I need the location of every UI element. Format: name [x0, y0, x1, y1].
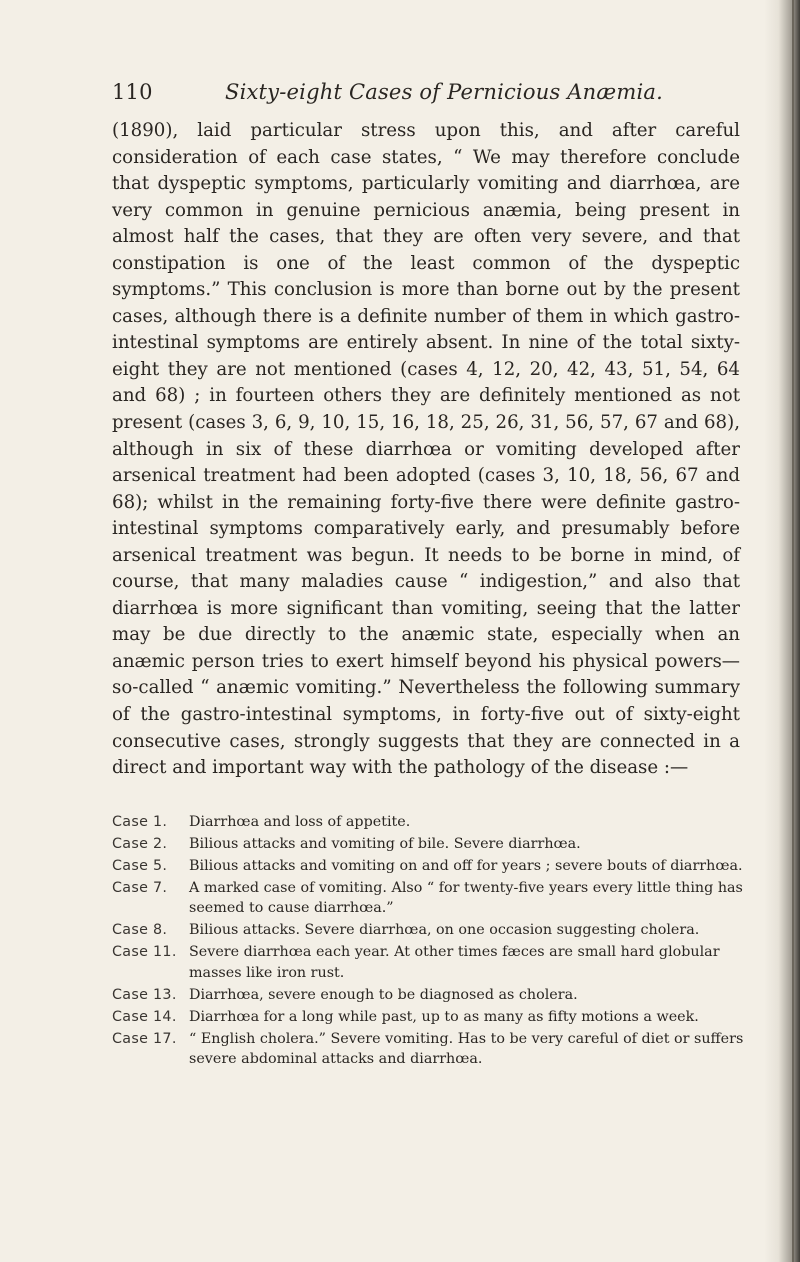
case-entry [112, 856, 752, 876]
page-binding-edge [764, 0, 800, 1262]
case-label: Case 5. [112, 858, 168, 874]
case-description: A marked case of vomiting. Also “ for twenty-five years every little thing has seemed to cause diarrhœa.” [189, 880, 743, 917]
case-entry [112, 1029, 752, 1070]
case-entry [112, 1007, 752, 1027]
case-description: Bilious attacks and vomiting on and off for years ; severe bouts of diarrhœa. [189, 858, 743, 874]
page-header [112, 80, 672, 110]
case-description: Diarrhœa for a long while past, up to as many as fifty motions a week. [189, 1008, 699, 1025]
case-description: Severe diarrhœa each year. At other times fæces are small hard globular masses like iron rust. [189, 944, 720, 981]
case-description: Bilious attacks and vomiting of bile. Severe diarrhœa. [189, 836, 581, 852]
case-label: Case 1. [112, 814, 168, 830]
case-entry [112, 834, 752, 854]
body-paragraph: (1890), laid particular stress upon this, and after careful consideration of each case states, “ We may therefore conclude that dyspeptic symptoms, particularly vomiting and diarrhœa, are very common in genuine pernicious anæmia, being present in almost half the cases, that they are often very severe, and that constipation is one of the least common of the dyspeptic symptoms.” This conclusion is more than borne out by the present cases, although there is a definite number of them in which gastro-intestinal symptoms are entirely absent. In nine of the total sixty-eight they are not mentioned (cases 4, 12, 20, 42, 43, 51, 54, 64 and 68) ; in fourteen others they are definitely mentioned as not present (cases 3, 6, 9, 10, 15, 16, 18, 25, 26, 31, 56, 57, 67 and 68), although in six of these diarrhœa or vomiting developed after arsenical treatment had been adopted (cases 3, 10, 18, 56, 67 and 68); whilst in the remaining forty-five there were definite gastro-intestinal symptoms comparatively early, and presumably before arsenical treatment was begun. It needs to be borne in mind, of course, that many maladies cause “ indigestion,” and also that diarrhœa is more significant than vomiting, seeing that the latter may be due directly to the anæmic state, especially when an anæmic person tries to exert himself beyond his physical powers—so-called “ anæmic vomiting.” Nevertheless the following summary of the gastro-intestinal symptoms, in forty-five out of sixty-eight consecutive cases, strongly suggests that they are connected in a direct and important way with the pathology of the disease :— [112, 120, 740, 779]
case-label: Case 11. [112, 944, 177, 961]
case-label: Case 2. [112, 836, 168, 852]
case-description: Diarrhœa and loss of appetite. [189, 814, 411, 830]
case-label: Case 8. [112, 922, 168, 939]
page-edge-line [792, 0, 794, 1262]
case-description: “ English cholera.” Severe vomiting. Has to be very careful of diet or suffers severe abdominal attacks and diarrhœa. [189, 1030, 744, 1068]
case-label: Case 7. [112, 880, 168, 896]
case-label: Case 13. [112, 986, 177, 1003]
case-list [112, 812, 752, 1071]
case-label: Case 17. [112, 1030, 177, 1047]
case-entry [112, 812, 752, 832]
case-description: Bilious attacks. Severe diarrhœa, on one occasion suggesting cholera. [189, 922, 700, 939]
case-entry [112, 920, 752, 940]
running-title: Sixty-eight Cases of Pernicious Anæmia. [225, 80, 663, 104]
case-entry [112, 942, 752, 983]
case-description: Diarrhœa, severe enough to be diagnosed as cholera. [189, 986, 578, 1003]
case-entry [112, 985, 752, 1005]
page-number: 110 [112, 80, 153, 104]
case-label: Case 14. [112, 1008, 177, 1025]
case-entry [112, 878, 752, 919]
